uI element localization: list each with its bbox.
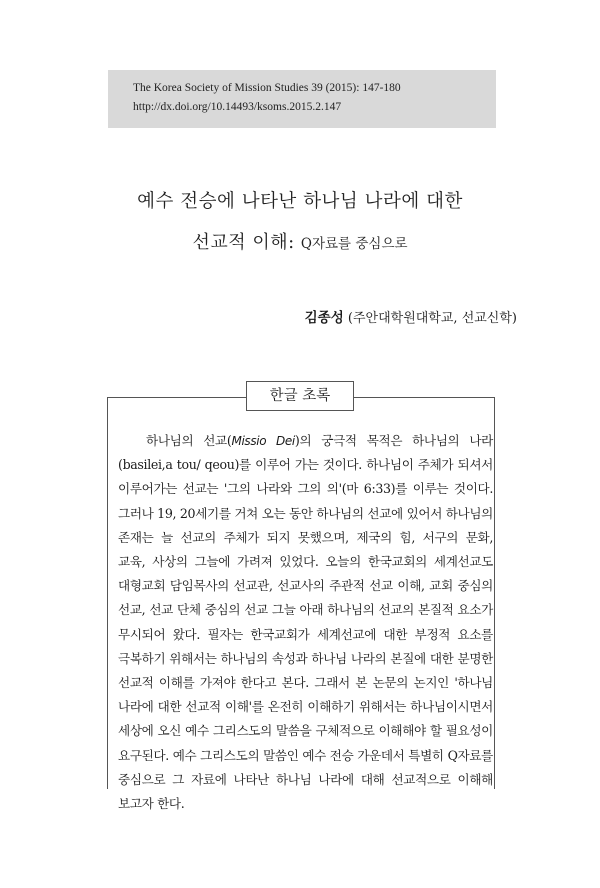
paper-title-line-2 [0, 228, 600, 254]
abstract-heading: 한글 초록 [246, 381, 354, 411]
abstract-line: 선교적 이해를 가져야 한다고 본다. 그래서 본 논문의 논지인 '하나님 [118, 675, 493, 691]
abstract-body [118, 429, 493, 816]
paper-title-main: 선교적 이해: [192, 232, 295, 253]
abstract-line: (basilei,a tou/ qeou)를 이루어 가는 것이다. 하나님이 주체가 되셔서 [118, 457, 493, 473]
abstract-line: 그러나 19, 20세기를 거쳐 오는 동안 하나님의 선교에 있어서 하나님의 [118, 505, 493, 521]
author-line [305, 306, 517, 326]
abstract-line: 대형교회 담임목사의 선교관, 선교사의 주관적 선교 이해, 교회 중심의 [118, 578, 493, 594]
abstract-line: 교육, 사상의 그늘에 가려져 있었다. 오늘의 한국교회의 세계선교도 [118, 554, 493, 570]
abstract-line: 극복하기 위해서는 하나님의 속성과 하나님 나라의 본질에 대한 분명한 [118, 650, 493, 666]
abstract-line: 나라에 대한 선교적 이해'를 온전히 이해하기 위해서는 하나님이시면서 [118, 699, 493, 715]
journal-header [108, 70, 496, 128]
abstract-line: 세상에 오신 예수 그리스도의 말씀을 구체적으로 이해해야 할 필요성이 [118, 723, 493, 739]
doi-link[interactable]: http://dx.doi.org/10.14493/ksoms.2015.2.147 [133, 101, 342, 113]
missio-dei-term: Missio Dei [231, 434, 295, 448]
journal-citation: The Korea Society of Mission Studies 39 (2015): 147-180 [133, 82, 401, 94]
paper-title-line-1: 예수 전승에 나타난 하나님 나라에 대한 [137, 191, 463, 212]
abstract-line: 요구된다. 예수 그리스도의 말씀인 예수 전승 가운데서 특별히 Q자료를 [118, 747, 493, 763]
author-affiliation: (주안대학원대학교, 선교신학) [347, 311, 517, 326]
abstract-line: 이루어가는 선교는 '그의 나라와 그의 의'(마 6:33)를 이루는 것이다. [118, 481, 493, 497]
abstract-line: 보고자 한다. [118, 796, 185, 812]
abstract-line: 무시되어 왔다. 필자는 한국교회가 세계선교에 대한 부정적 요소를 [118, 626, 493, 642]
abstract-line: 하나님의 선교(Missio Dei)의 궁극적 목적은 하나님의 나라 [146, 433, 493, 448]
abstract-line: 중심으로 그 자료에 나타난 하나님 나라에 대해 선교적으로 이해해 [118, 771, 493, 787]
author-name: 김종성 [304, 310, 344, 326]
paper-subtitle: Q자료를 중심으로 [300, 236, 408, 252]
abstract-line: 존재는 늘 선교의 주체가 되지 못했으며, 제국의 힘, 서구의 문화, [118, 529, 493, 545]
abstract-line: 선교, 선교 단체 중심의 선교 그늘 아래 하나님의 선교의 본질적 요소가 [118, 602, 493, 618]
